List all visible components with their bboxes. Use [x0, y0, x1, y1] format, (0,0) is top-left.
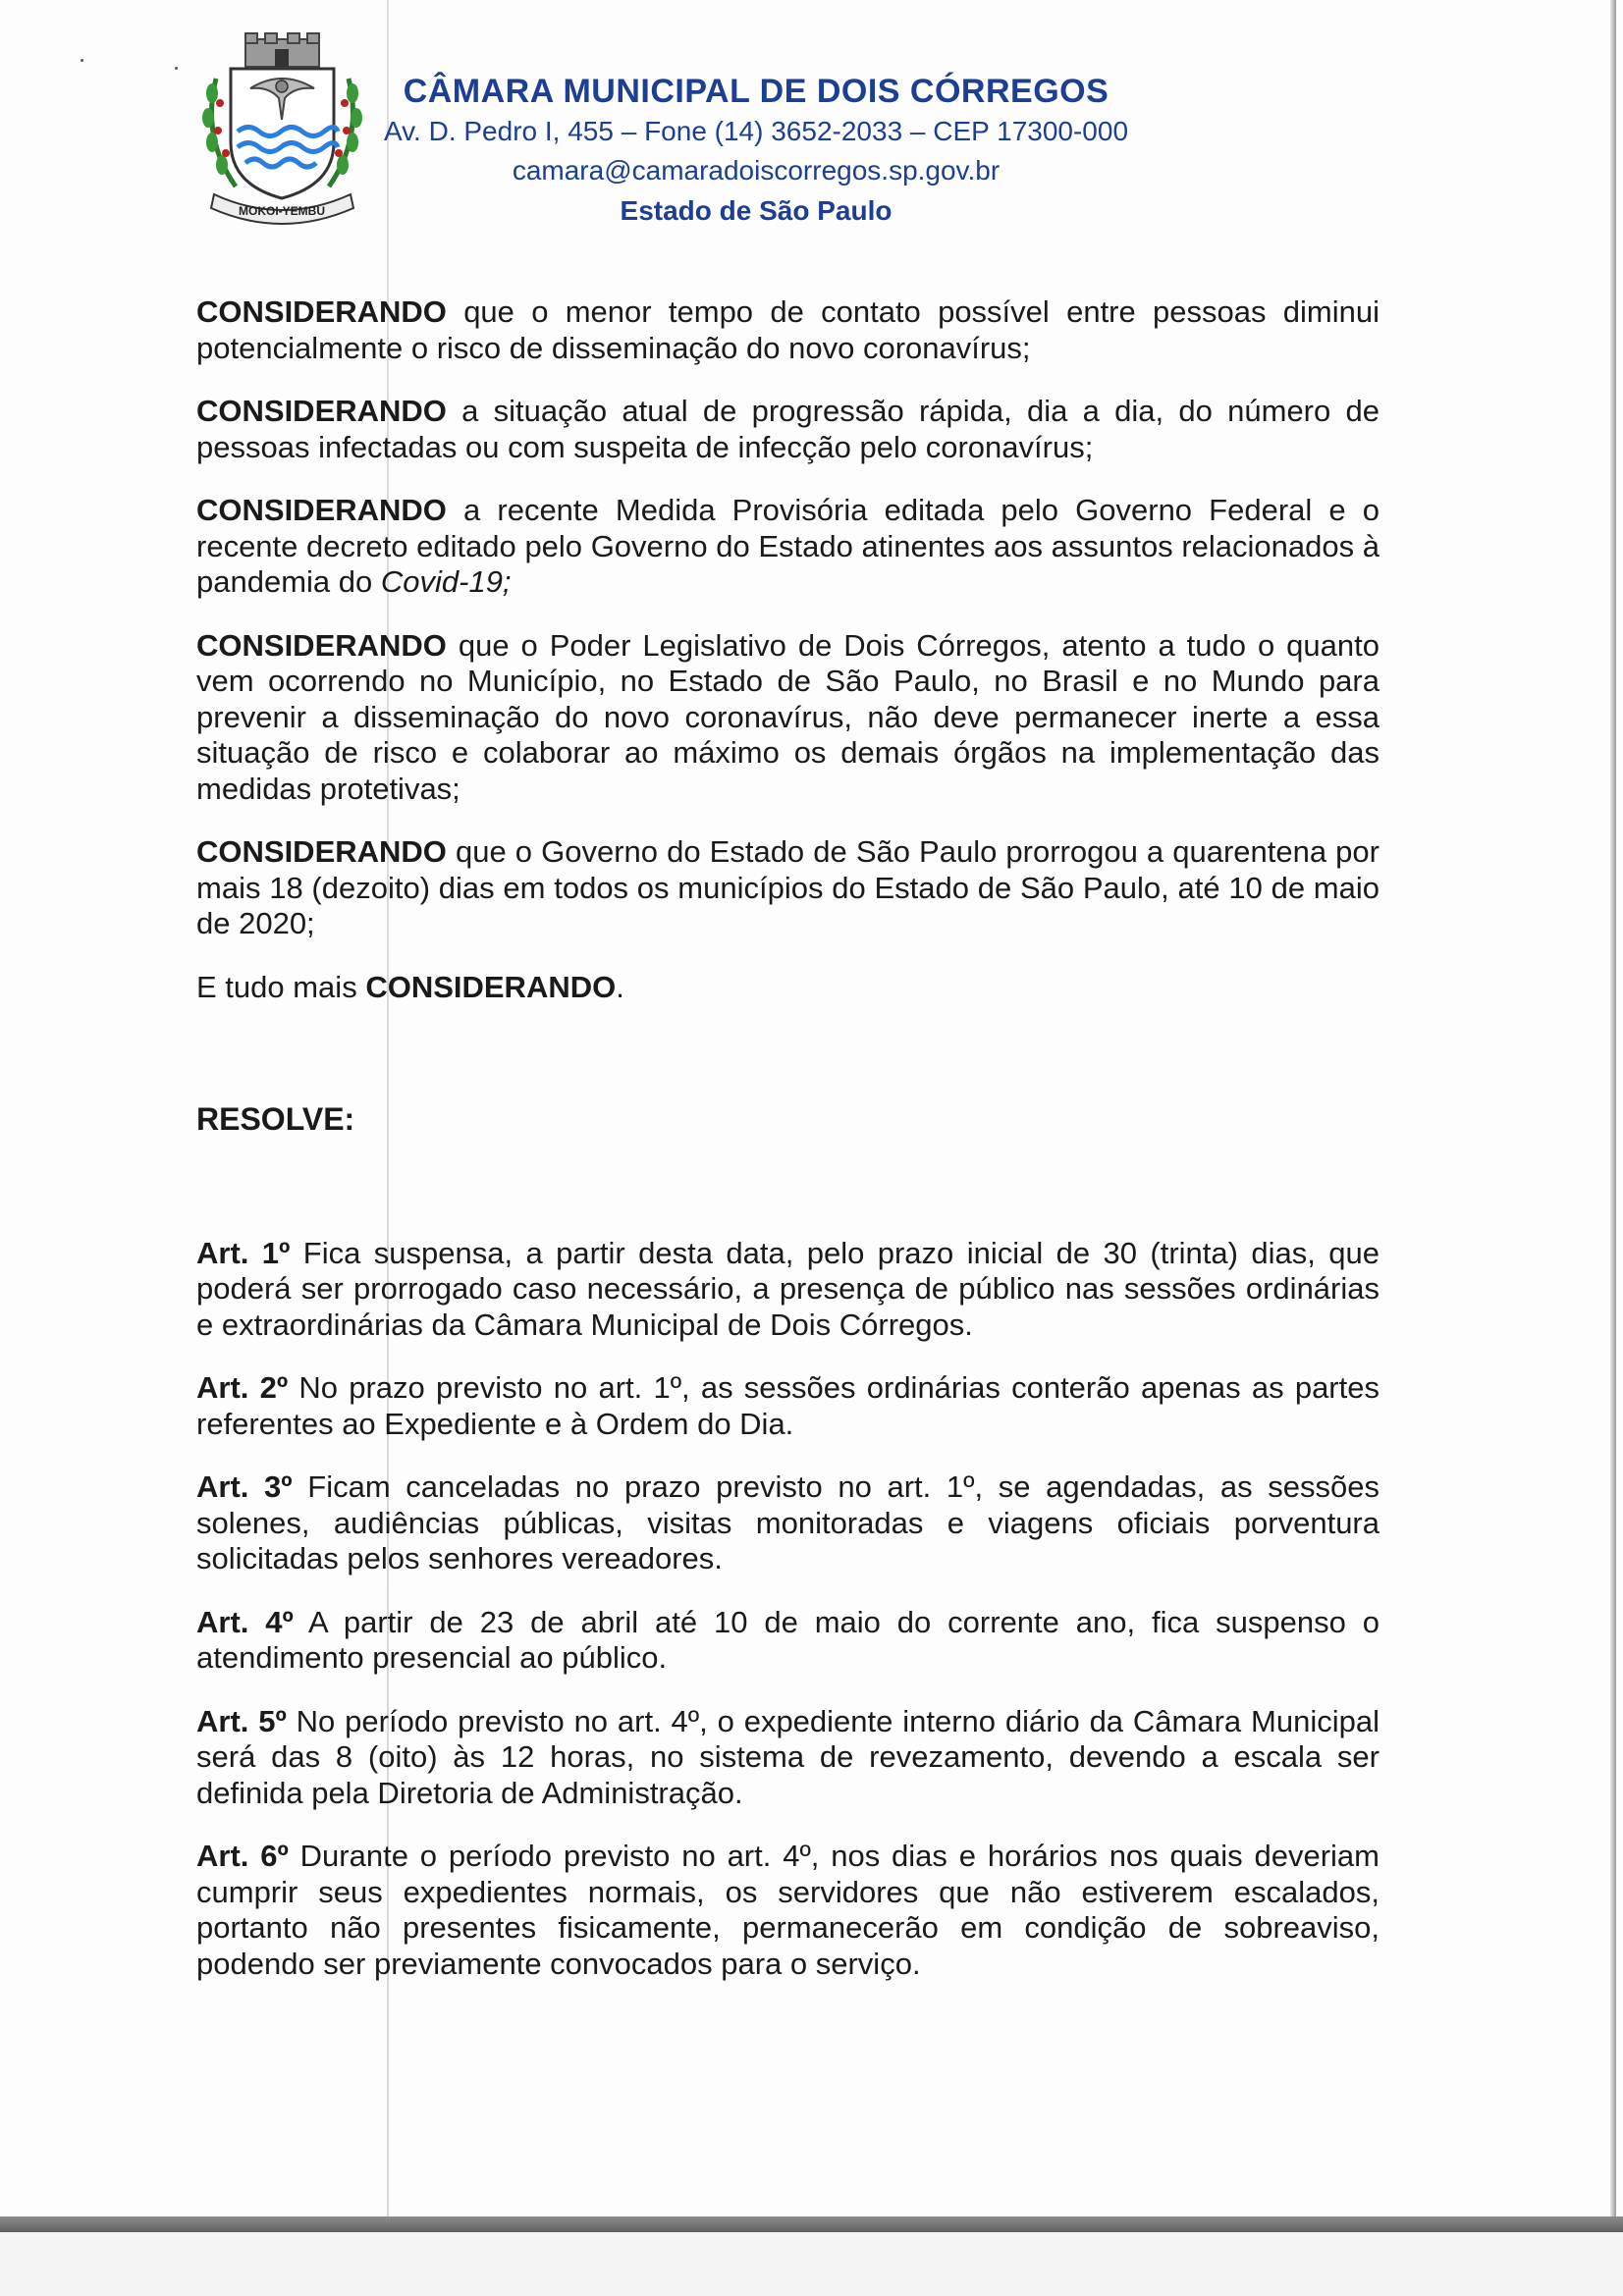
scan-bottom-margin	[0, 2232, 1623, 2296]
considerando-paragraph	[196, 834, 1380, 942]
municipal-crest-icon	[196, 29, 368, 231]
article-text: Durante o período previsto no art. 4º, nos dias e horários nos quais deveriam cumprir seus expedientes normais, os servidores que não estiverem escalados, portanto não presentes fisicamente, permanecerão em condição de sobreaviso, podendo ser previamente convocados para o serviço.	[196, 1839, 1380, 1981]
article-paragraph	[196, 1704, 1380, 1812]
considerando-italic: Covid-19;	[380, 564, 512, 599]
considerando-paragraph	[196, 628, 1380, 808]
chamber-email: camara@camaradoiscorregos.sp.gov.br	[512, 155, 1001, 186]
closing-suffix: .	[616, 969, 624, 1004]
article-label: Art. 1º	[196, 1235, 291, 1270]
article-label: Art. 4º	[196, 1604, 294, 1639]
considerando-lead: CONSIDERANDO	[196, 394, 447, 428]
considerando-lead: CONSIDERANDO	[196, 493, 447, 527]
letterhead	[383, 71, 1129, 232]
considerando-paragraph	[196, 493, 1380, 601]
article-text: Ficam canceladas no prazo previsto no art. 1º, se agendadas, as sessões solenes, audiências públicas, visitas monitoradas e viagens oficiais porventura solicitadas pelos senhores vereadores.	[196, 1469, 1380, 1575]
chamber-title: CÂMARA MUNICIPAL DE DOIS CÓRREGOS	[403, 73, 1109, 110]
crest-banner-text: MOKOI-YEMBU	[239, 204, 325, 218]
article-paragraph	[196, 1236, 1380, 1344]
scan-bottom-bar	[0, 2216, 1623, 2232]
article-text: No prazo previsto no art. 1º, as sessões ordinárias conterão apenas as partes referentes ao Expediente e à Ordem do Dia.	[196, 1370, 1380, 1441]
considerando-paragraph	[196, 294, 1380, 366]
article-text: No período previsto no art. 4º, o expediente interno diário da Câmara Municipal será das 8 (oito) às 12 horas, no sistema de revezamento, devendo a escala ser definida pela Diretoria de Administração.	[196, 1703, 1380, 1810]
scan-speck	[175, 67, 178, 70]
article-paragraph	[196, 1839, 1380, 1982]
considerando-lead: CONSIDERANDO	[196, 627, 447, 663]
considerando-text: a recente Medida Provisória editada pelo Governo Federal e o recente decreto editado pelo Governo do Estado atinentes aos assuntos relacionados à pandemia do	[196, 493, 1380, 599]
article-text: Fica suspensa, a partir desta data, pelo prazo inicial de 30 (trinta) dias, que poderá ser prorrogado caso necessário, a presença de público nas sessões ordinárias e extraordinárias da Câmara Municipal de Dois Córregos.	[196, 1235, 1380, 1342]
scan-speck	[81, 59, 83, 62]
article-paragraph	[196, 1469, 1380, 1577]
document-body	[196, 294, 1380, 2009]
considerando-text: que o menor tempo de contato possível entre pessoas diminui potencialmente o risco de disseminação do novo coronavírus;	[196, 294, 1380, 365]
chamber-address: Av. D. Pedro I, 455 – Fone (14) 3652-2033 – CEP 17300-000	[383, 116, 1129, 146]
closing-bold: CONSIDERANDO	[365, 969, 617, 1004]
chamber-state: Estado de São Paulo	[620, 195, 893, 226]
closing-paragraph	[196, 970, 1380, 1006]
scan-right-edge	[1610, 0, 1616, 2228]
article-label: Art. 6º	[196, 1839, 289, 1873]
considerando-lead: CONSIDERANDO	[196, 294, 447, 329]
article-paragraph	[196, 1370, 1380, 1442]
article-text: A partir de 23 de abril até 10 de maio do corrente ano, fica suspenso o atendimento presencial ao público.	[196, 1604, 1380, 1675]
considerando-text: que o Governo do Estado de São Paulo prorrogou a quarentena por mais 18 (dezoito) dias em todos os municípios do Estado de São Paulo, até 10 de maio de 2020;	[196, 834, 1380, 940]
considerando-lead: CONSIDERANDO	[196, 834, 447, 869]
article-label: Art. 2º	[196, 1370, 289, 1405]
considerando-text: a situação atual de progressão rápida, dia a dia, do número de pessoas infectadas ou com suspeita de infecção pelo coronavírus;	[196, 394, 1380, 464]
considerando-text: que o Poder Legislativo de Dois Córregos, atento a tudo o quanto vem ocorrendo no Município, no Estado de São Paulo, no Brasil e no Mundo para prevenir a disseminação do novo coronavírus, não deve permanecer inerte a essa situação de risco e colaborar ao máximo os demais órgãos na implementação das medidas protetivas;	[196, 627, 1380, 806]
article-paragraph	[196, 1605, 1380, 1677]
closing-prefix: E tudo mais	[196, 969, 366, 1004]
considerando-paragraph	[196, 394, 1380, 465]
resolve-heading: RESOLVE:	[196, 1101, 355, 1137]
article-label: Art. 5º	[196, 1703, 287, 1738]
article-label: Art. 3º	[196, 1469, 293, 1504]
